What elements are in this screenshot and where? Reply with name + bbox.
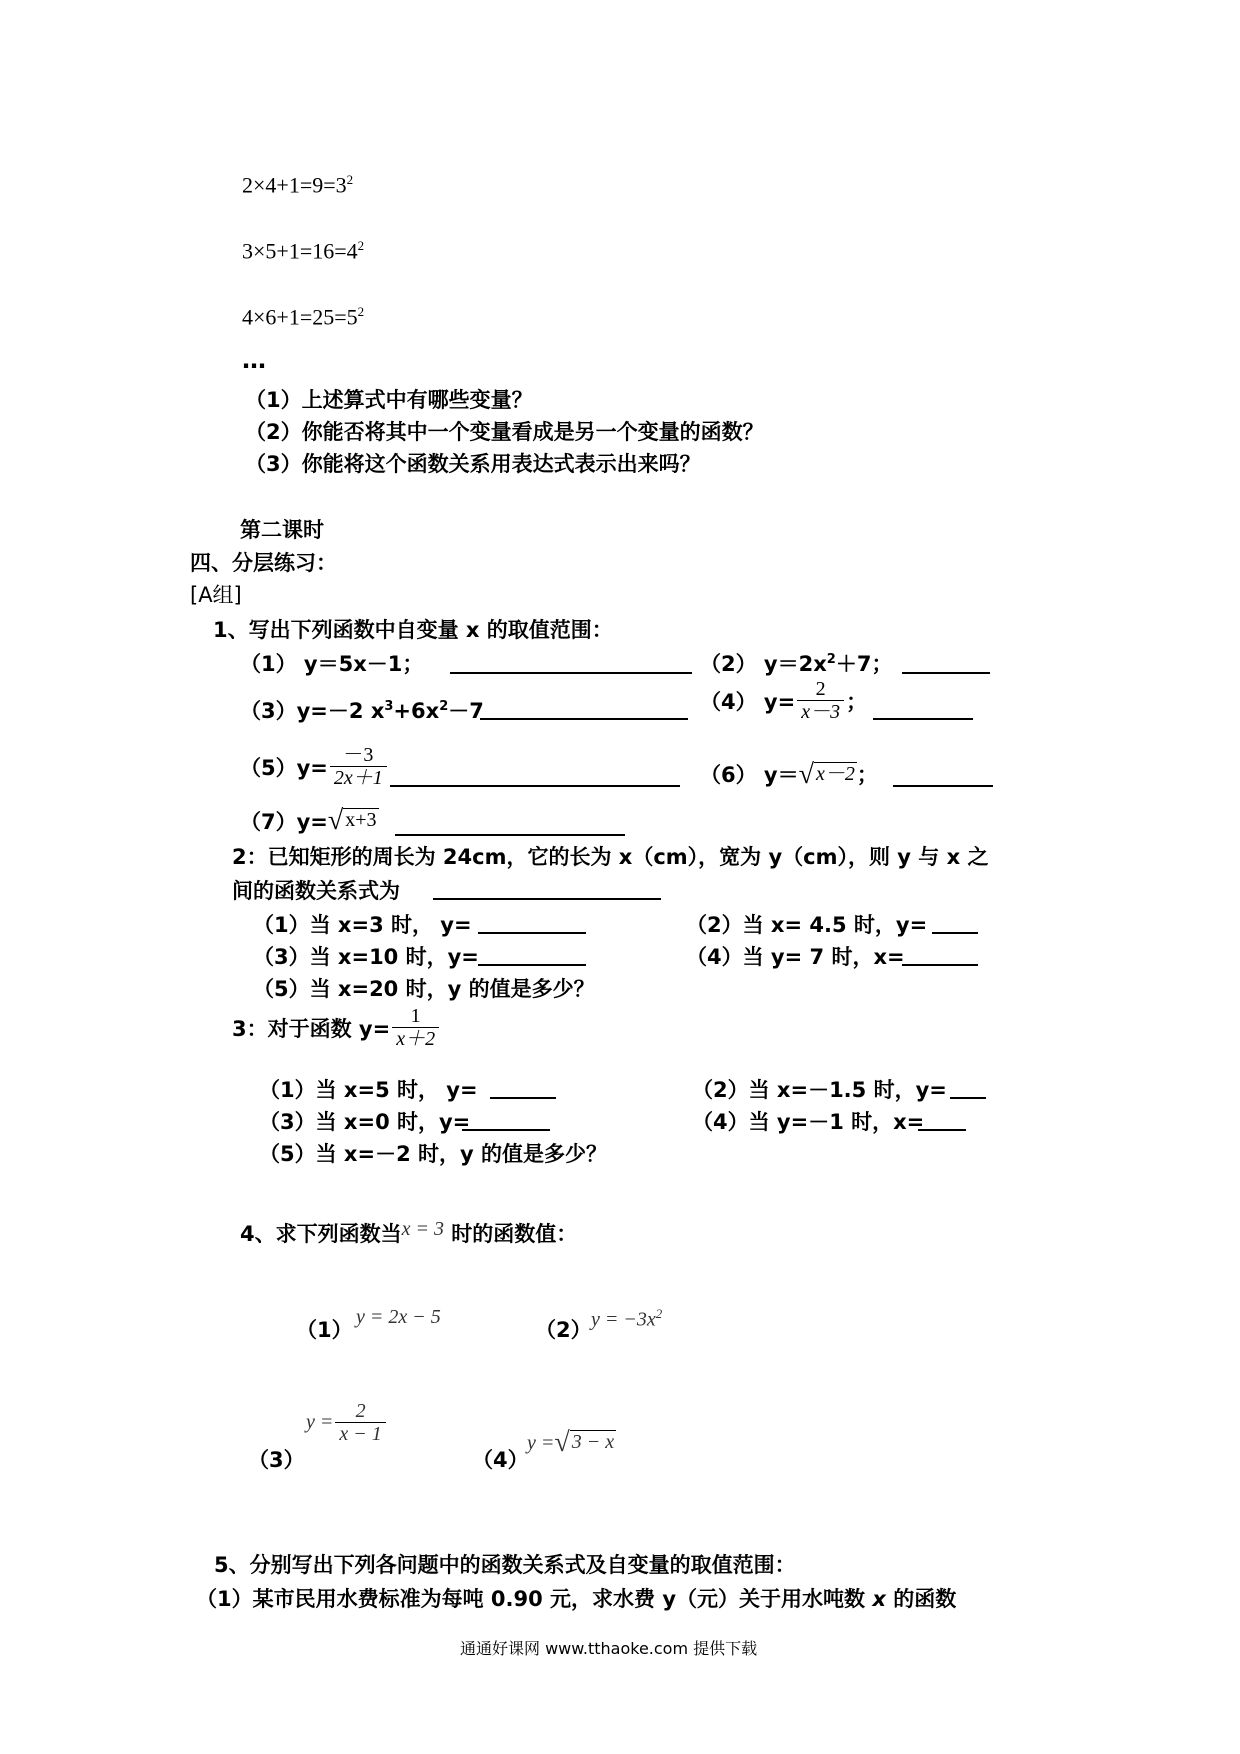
p2-answer-1[interactable] [478,932,586,934]
problem-5-line-1: （1）某市民用水费标准为每吨 0.90 元，求水费 y（元）关于用水吨数 x 的函数 [196,1587,957,1611]
p1-item-1: （1） y＝5x－1； [240,652,424,676]
p4-formula-3: y = $\frac{2}{x - 1}$ [306,1400,388,1445]
p4-formula-4: y = √ 3 − x [527,1427,615,1458]
section-title: 四、分层练习： [190,551,337,575]
intro-question-1: （1）上述算式中有哪些变量？ [245,388,533,412]
p1-item-5: （5）y= $\frac{-3}{2x+1}$ [240,744,389,789]
p4-label-1: （1） [296,1318,353,1342]
p1-answer-2[interactable] [902,672,990,674]
equation-3: $4\times 6+1=25=5^2$ [242,304,365,330]
p2-answer-2[interactable] [932,932,978,934]
p1-answer-3[interactable] [480,718,688,720]
intro-question-3: （3）你能将这个函数关系用表达式表示出来吗？ [245,452,701,476]
page-footer: 通通好课网 www.tthaoke.com 提供下载 [460,1639,758,1658]
p2-relation-answer[interactable] [433,898,661,900]
p1-item-3: （3）y=－2 $x^3+6x^2-7$ [240,699,484,723]
p4-formula-3-fraction: $\frac{2}{x - 1}$ [335,1400,385,1445]
p2-item-2: （2）当 x= 4.5 时，y= [686,913,928,937]
p4-formula-1: y = 2x − 5 [356,1306,441,1328]
p4-formula-2: $y = -3x^2$ [591,1306,663,1331]
p2-item-4: （4）当 y= 7 时，x= [686,945,905,969]
problem-2-line-2: 间的函数关系式为 [232,879,400,903]
problem-2-line-1: 2：已知矩形的周长为 24cm，它的长为 x（cm），宽为 y（cm），则 y 与 x 之 [232,845,989,869]
ellipsis: … [242,346,266,374]
p1-item-6-sqrt: √ x－2 [798,759,855,790]
problem-3-title: 3：对于函数 y= $\frac{1}{x+2}$ [232,1005,441,1050]
p3-item-4: （4）当 y=－1 时，x= [692,1110,925,1134]
p3-item-1: （1）当 x=5 时， y= [259,1078,478,1102]
problem-5-title: 5、分别写出下列各问题中的函数关系式及自变量的取值范围： [214,1553,796,1577]
p2-item-5: （5）当 x=20 时，y 的值是多少？ [253,977,595,1001]
p3-item-5: （5）当 x=－2 时，y 的值是多少？ [259,1142,607,1166]
p1-answer-4[interactable] [873,718,973,720]
p3-fraction: $\frac{1}{x+2}$ [392,1005,439,1050]
p1-item-6: （6） y＝ √ x－2 ； [700,759,878,790]
p1-answer-7[interactable] [395,834,625,836]
p4-label-4: （4） [472,1448,529,1472]
intro-question-2: （2）你能否将其中一个变量看成是另一个变量的函数？ [245,420,764,444]
p1-item-4-fraction: $\frac{2}{x-3}$ [797,678,844,723]
p1-item-7-sqrt: √ x+3 [327,805,377,836]
p1-answer-6[interactable] [893,785,993,787]
p2-answer-3[interactable] [478,964,586,966]
p1-item-5-fraction: $\frac{-3}{2x+1}$ [330,744,387,789]
equation-2: $3\times 5+1=16=4^2$ [242,238,365,264]
p3-item-2: （2）当 x=－1.5 时，y= [692,1078,947,1102]
p2-answer-4[interactable] [902,964,978,966]
lesson-title: 第二课时 [240,518,324,542]
p3-answer-1[interactable] [490,1097,556,1099]
p2-item-3: （3）当 x=10 时，y= [253,945,479,969]
equation-1: $2\times 4+1=9=3^2$ [242,172,354,198]
p1-item-7: （7）y= √ x+3 [240,805,377,836]
p1-item-4: （4） y= $\frac{2}{x-3}$ ； [700,678,868,723]
p3-answer-3[interactable] [462,1129,550,1131]
p3-answer-2[interactable] [950,1097,986,1099]
p3-answer-4[interactable] [918,1129,966,1131]
p4-formula-4-sqrt: √ 3 − x [554,1427,615,1458]
group-a-label: [A组] [190,583,242,607]
problem-4-title: 4、求下列函数当x = 3 时的函数值： [240,1218,578,1246]
p1-answer-1[interactable] [450,672,692,674]
p2-item-1: （1）当 x=3 时， y= [253,913,472,937]
p1-answer-5[interactable] [390,785,680,787]
p4-label-3: （3） [248,1448,305,1472]
p3-item-3: （3）当 x=0 时，y= [259,1110,471,1134]
p1-item-2: （2） $y=2x^2+7$； [700,652,893,676]
problem-1-title: 1、写出下列函数中自变量 x 的取值范围： [213,618,613,642]
p4-label-2: （2） [535,1318,592,1342]
